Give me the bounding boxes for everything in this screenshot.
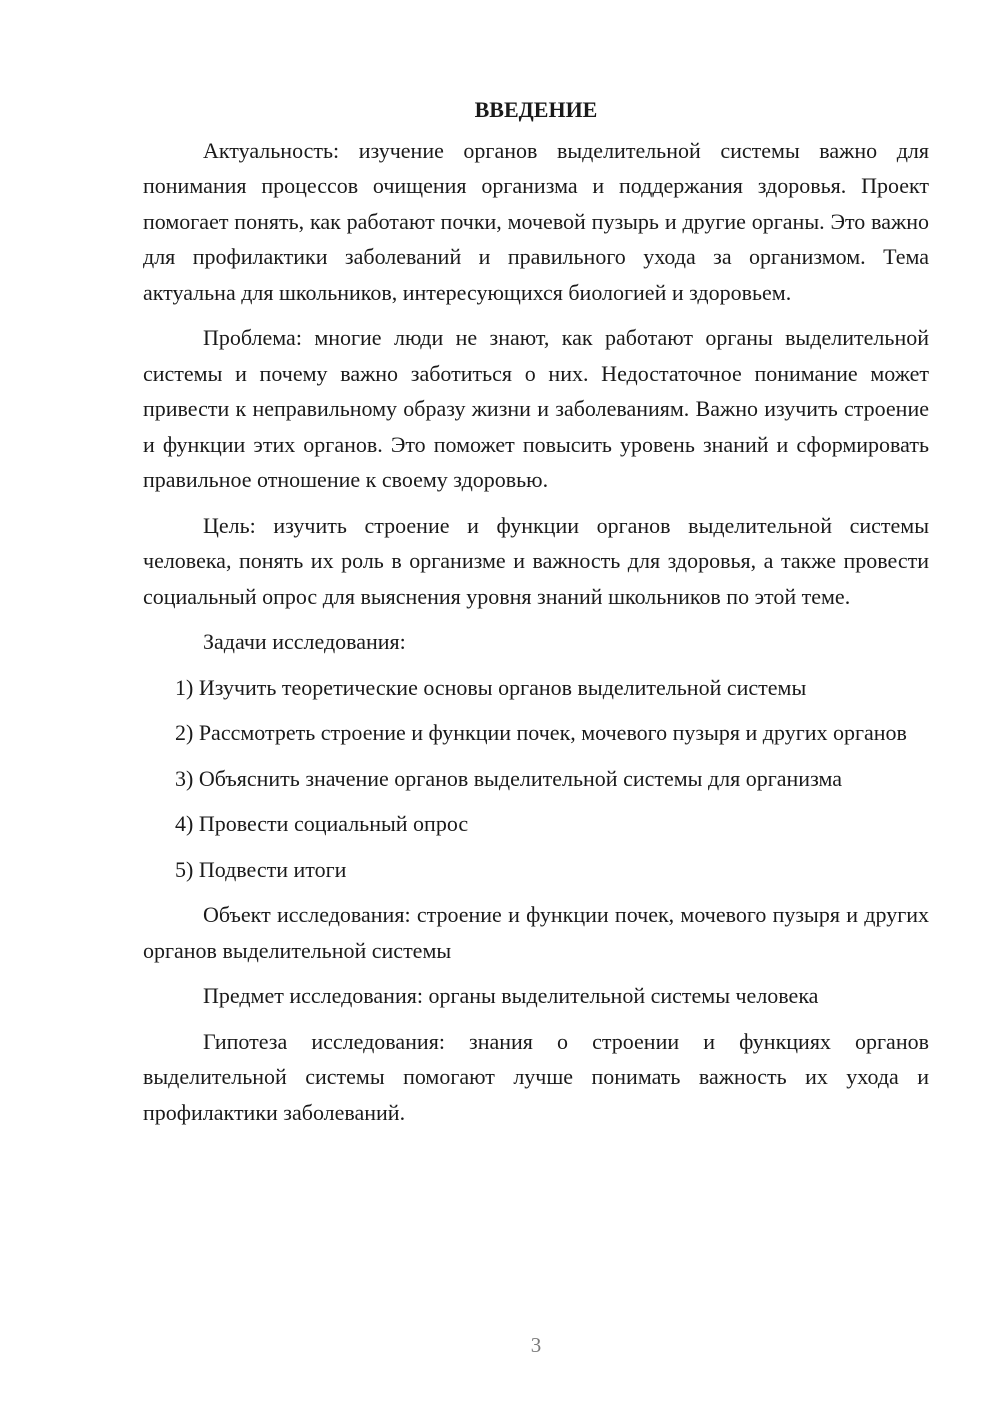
page-content bbox=[143, 92, 929, 1140]
paragraph-subject: Предмет исследования: органы выделительной системы человека bbox=[203, 983, 819, 1008]
page-number: 3 bbox=[530, 1333, 542, 1357]
paragraph-goal: Цель: изучить строение и функции органов выделительной системы человека, понять их роль в организме и важность для здоровья, а также провести социальный опрос для выяснения уровня знаний школьников по этой теме. bbox=[143, 512, 929, 609]
paragraph-problem: Проблема: многие люди не знают, как работают органы выделительной системы и почему важно заботиться о них. Недостаточное понимание может привести к неправильному образу жизни и заболеваниям. Важно изучить строение и функции этих органов. Это поможет повысить уровень знаний и сформировать правильное отношение к своему здоровью. bbox=[143, 325, 929, 492]
paragraph-hypothesis: Гипотеза исследования: знания о строении и функциях органов выделительной системы помогают лучше понимать важность их ухода и профилактики заболеваний. bbox=[143, 1028, 929, 1125]
paragraph-relevance: Актуальность: изучение органов выделительной системы важно для понимания процессов очищения организма и поддержания здоровья. Проект помогает понять, как работают почки, мочевой пузырь и другие органы. Это важно для профилактики заболеваний и правильного ухода за организмом. Тема актуальна для школьников, интересующихся биологией и здоровьем. bbox=[143, 137, 929, 305]
task-item-4: 4) Провести социальный опрос bbox=[175, 811, 469, 836]
task-item-1: 1) Изучить теоретические основы органов выделительной системы bbox=[175, 674, 807, 700]
task-item-2: 2) Рассмотреть строение и функции почек, мочевого пузыря и других органов bbox=[175, 720, 907, 745]
tasks-heading: Задачи исследования: bbox=[203, 629, 406, 654]
section-title: ВВЕДЕНИЕ bbox=[474, 97, 598, 122]
paragraph-object: Объект исследования: строение и функции почек, мочевого пузыря и других органов выделительной системы bbox=[143, 902, 929, 963]
task-item-3: 3) Объяснить значение органов выделительной системы для организма bbox=[175, 765, 842, 791]
task-item-5: 5) Подвести итоги bbox=[175, 856, 347, 882]
